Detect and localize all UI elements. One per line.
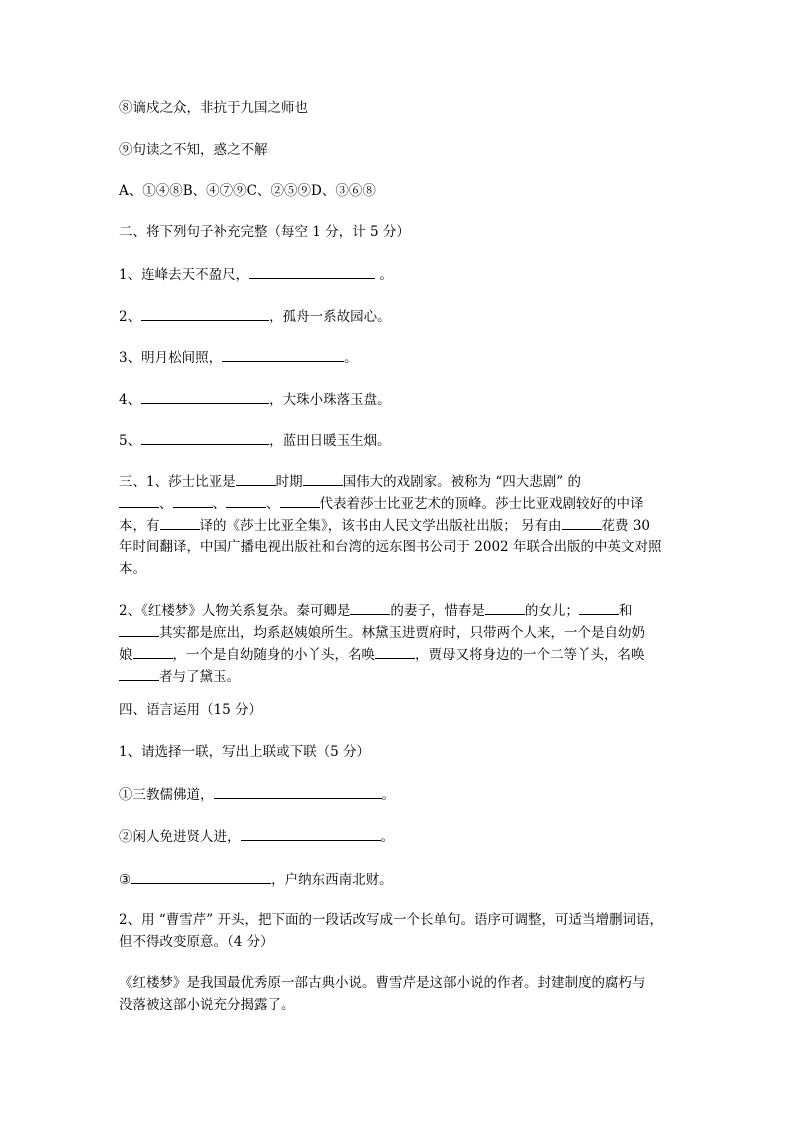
text: 的女儿； xyxy=(524,603,579,619)
section-4-title: 四、语言运用（15 分） xyxy=(119,702,262,718)
fill-item-text: 4、 xyxy=(119,392,142,408)
option-8: ⑧谪戍之众，非抗于九国之师也 xyxy=(119,100,308,116)
fill-item-5 xyxy=(119,429,391,452)
fill-item-text: 。 xyxy=(375,267,393,283)
fill-item-text: 3、明月松间照， xyxy=(119,350,223,366)
answer-blank[interactable] xyxy=(141,429,269,445)
fill-item-3 xyxy=(119,346,358,369)
section-2-title: 二、将下列句子补充完整（每空 1 分，计 5 分） xyxy=(119,224,410,240)
answer-blank[interactable] xyxy=(236,470,276,486)
couplet-3 xyxy=(119,868,393,891)
couplet-1 xyxy=(119,783,395,806)
answer-choices: A、①④⑧B、④⑦⑨C、②⑤⑨D、③⑥⑧ xyxy=(119,183,376,199)
answer-blank[interactable] xyxy=(119,665,159,681)
s4-para-line-1: 《红楼梦》是我国最优秀原一部古典小说。曹雪芹是这部小说的作者。封建制度的腐朽与 xyxy=(119,975,646,991)
text: 代表着莎士比亚艺术的顶峰。莎士比亚戏剧较好的中译 xyxy=(319,496,644,512)
s3-q1-line-2 xyxy=(119,492,644,515)
text: ②闲人免进贤人进， xyxy=(119,829,241,845)
text: 、 xyxy=(266,496,280,512)
s3-q1-line-4: 年时间翻译，中国广播电视出版社和台湾的远东图书公司于 2002 年联合出版的中英文对照 xyxy=(119,539,662,555)
fill-item-text: 1、连峰去天不盈尺， xyxy=(119,267,250,283)
text: ①三教儒佛道， xyxy=(119,787,214,803)
answer-blank[interactable] xyxy=(141,305,269,321)
fill-item-text: ，孤舟一系故园心。 xyxy=(269,309,391,325)
fill-item-text: 。 xyxy=(344,350,358,366)
answer-blank[interactable] xyxy=(562,514,602,530)
answer-blank[interactable] xyxy=(375,643,415,659)
answer-blank[interactable] xyxy=(173,492,213,508)
answer-blank[interactable] xyxy=(249,263,375,279)
text: 国伟大的戏剧家。被称为 “四大悲剧” 的 xyxy=(342,474,581,490)
text: 、 xyxy=(159,496,173,512)
answer-blank[interactable] xyxy=(222,346,344,362)
fill-item-2 xyxy=(119,305,391,328)
s4-q2-line-1: 2、用 “曹雪芹” 开头，把下面的一段话改写成一个长单句。语序可调整，可适当增删词语， xyxy=(119,912,663,928)
text: 。 xyxy=(380,829,394,845)
text: ，户纳东西南北财。 xyxy=(271,872,393,888)
text: ③ xyxy=(119,872,132,888)
answer-blank[interactable] xyxy=(131,868,271,884)
s3-q1-line-5: 本。 xyxy=(119,561,146,577)
fill-item-text: 2、 xyxy=(119,309,142,325)
s3-q1-line-3 xyxy=(119,514,650,537)
text: 本，有 xyxy=(119,518,160,534)
couplet-2 xyxy=(119,825,394,848)
text: ，一个是自幼随身的小丫头，名唤 xyxy=(172,647,375,663)
fill-item-4 xyxy=(119,388,391,411)
fill-item-text: ，大珠小珠落玉盘。 xyxy=(269,392,391,408)
s3-q1-line-1 xyxy=(119,470,581,493)
text: 的妻子，惜春是 xyxy=(390,603,485,619)
answer-blank[interactable] xyxy=(485,599,525,615)
answer-blank[interactable] xyxy=(303,470,343,486)
text: 娘 xyxy=(119,647,133,663)
s4-para-line-2: 没落被这部小说充分揭露了。 xyxy=(119,997,295,1013)
answer-blank[interactable] xyxy=(579,599,619,615)
answer-blank[interactable] xyxy=(141,388,269,404)
answer-blank[interactable] xyxy=(160,514,200,530)
text: 时期 xyxy=(275,474,303,490)
answer-blank[interactable] xyxy=(133,643,173,659)
text: 三、1、莎士比亚是 xyxy=(119,474,236,490)
text: 者与了黛玉。 xyxy=(159,669,240,685)
s4-q1-title: 1、请选择一联，写出上联或下联（5 分） xyxy=(119,744,370,760)
answer-blank[interactable] xyxy=(119,492,159,508)
s3-q2-line-4 xyxy=(119,665,240,688)
text: 花费 30 xyxy=(601,518,651,534)
text: 其实都是庶出，均系赵姨娘所生。林黛玉进贾府时，只带两个人来，一个是自幼奶 xyxy=(159,625,645,641)
fill-item-1 xyxy=(119,263,393,286)
answer-blank[interactable] xyxy=(226,492,266,508)
text: ，贾母又将身边的一个二等丫头，名唤 xyxy=(415,647,645,663)
answer-blank[interactable] xyxy=(214,783,382,799)
s3-q2-line-3 xyxy=(119,643,645,666)
text: 、 xyxy=(212,496,226,512)
fill-item-text: ，蓝田日暖玉生烟。 xyxy=(269,433,391,449)
text: 和 xyxy=(618,603,633,619)
answer-blank[interactable] xyxy=(241,825,381,841)
text: 。 xyxy=(381,787,395,803)
answer-blank[interactable] xyxy=(280,492,320,508)
s3-q2-line-1 xyxy=(119,599,632,622)
s4-q2-line-2: 但不得改变原意。（4 分） xyxy=(119,934,274,950)
s3-q2-line-2 xyxy=(119,621,645,644)
option-9: ⑨句读之不知，惑之不解 xyxy=(119,142,268,158)
answer-blank[interactable] xyxy=(350,599,390,615)
answer-blank[interactable] xyxy=(119,621,159,637)
text: 译的《莎士比亚全集》，该书由人民文学出版社出版； 另有由 xyxy=(199,518,562,534)
fill-item-text: 5、 xyxy=(119,433,142,449)
text: 2、《红楼梦》人物关系复杂。秦可卿是 xyxy=(119,603,351,619)
